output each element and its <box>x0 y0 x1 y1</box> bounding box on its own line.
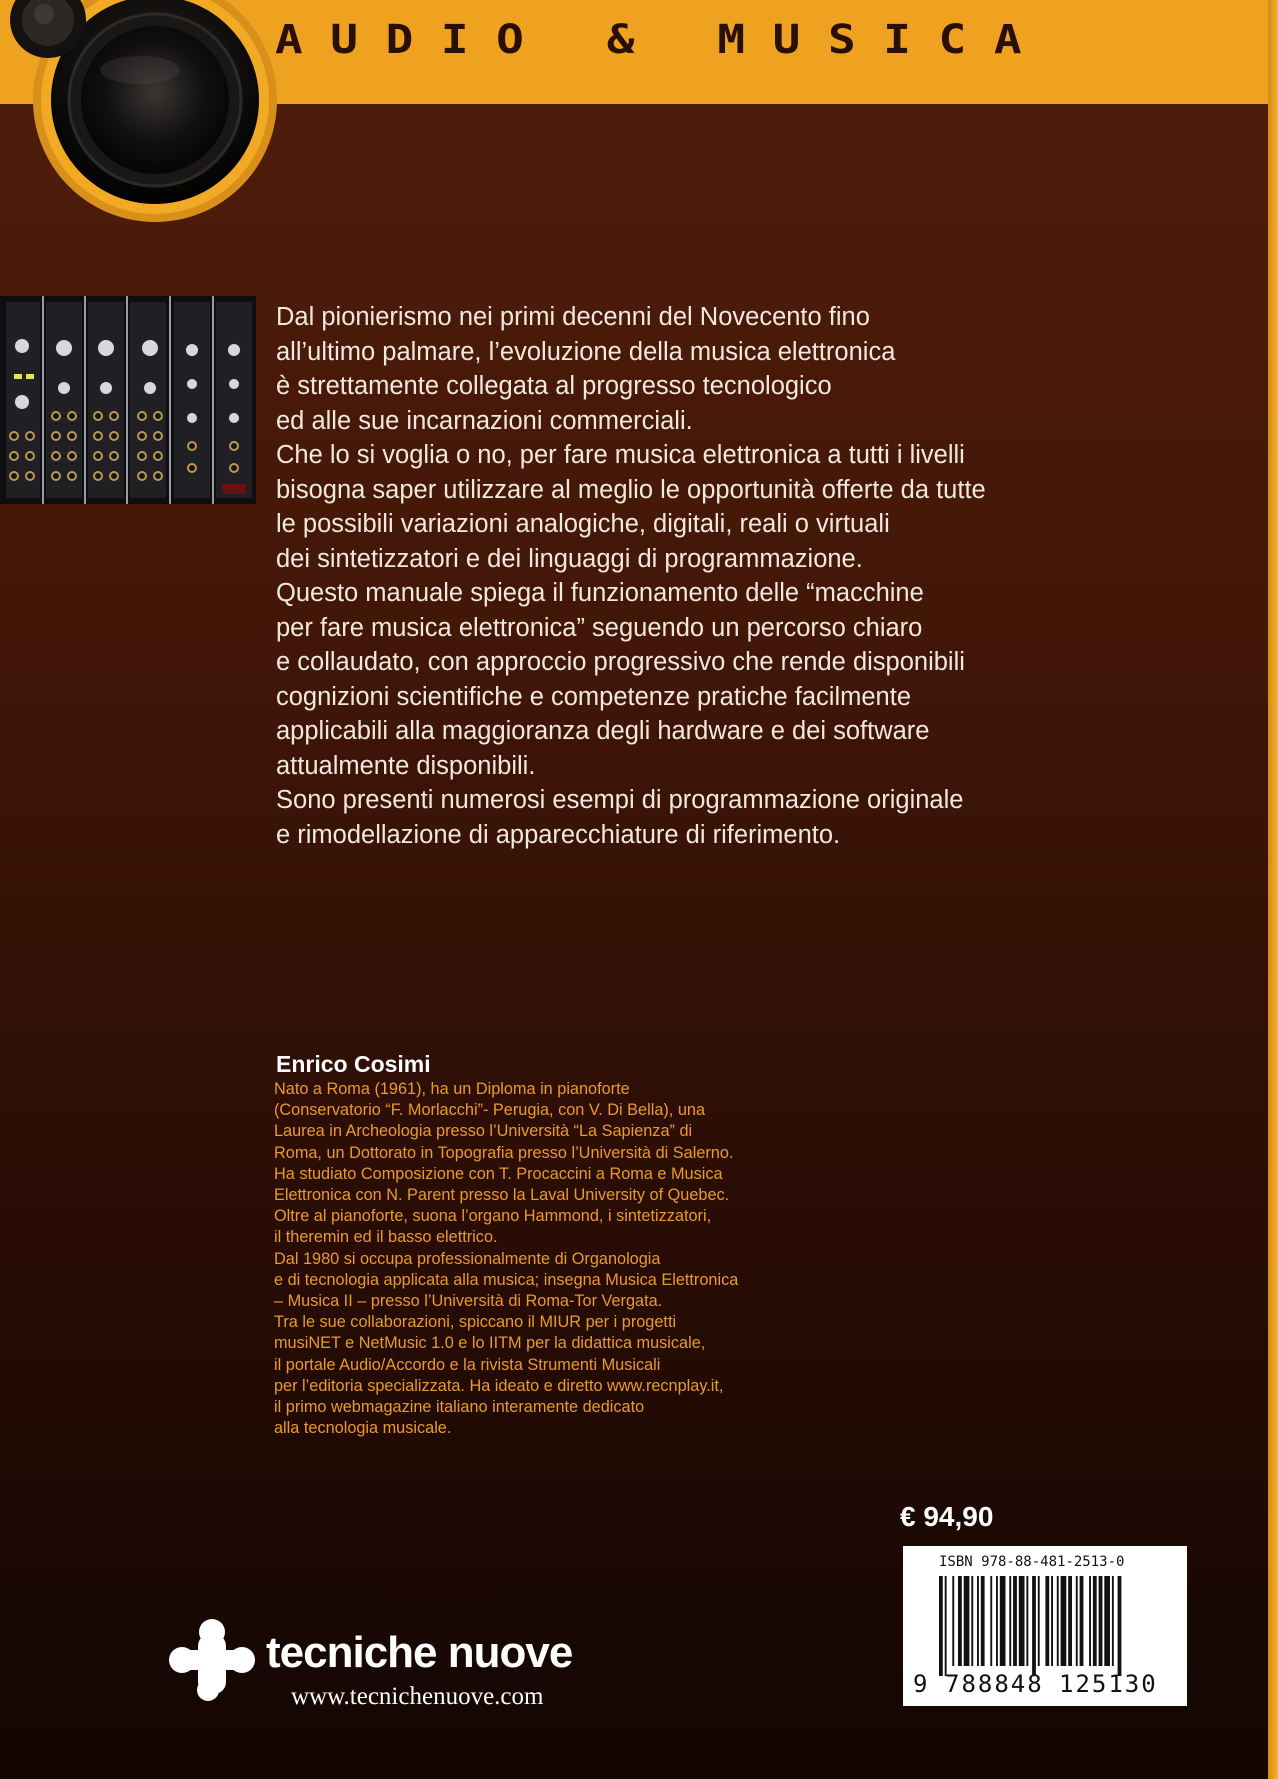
series-title: AUDIO & MUSICA <box>275 17 1050 63</box>
barcode-icon <box>939 1576 1179 1676</box>
description-line: e collaudato, con approccio progressivo che rende disponibili <box>276 648 965 676</box>
bio-line: alla tecnologia musicale. <box>274 1419 452 1438</box>
price-label: € 94,90 <box>900 1501 994 1532</box>
bio-line: Ha studiato Composizione con T. Procaccini a Roma e Musica <box>274 1164 723 1183</box>
barcode-digits <box>903 1668 1187 1702</box>
bio-line: musiNET e NetMusic 1.0 e lo IITM per la didattica musicale, <box>274 1334 706 1353</box>
barcode-bar <box>1093 1576 1097 1666</box>
bio-line: Roma, un Dottorato in Topografia presso l’Università di Salerno. <box>274 1143 734 1162</box>
description-line: Questo manuale spiega il funzionamento delle “macchine <box>276 579 924 607</box>
barcode-bar <box>1118 1576 1122 1676</box>
barcode-bar <box>1104 1576 1110 1666</box>
barcode-bar <box>1026 1576 1028 1666</box>
description-line: cognizioni scientifiche e competenze pratiche facilmente <box>276 682 912 711</box>
barcode-bar <box>971 1576 973 1666</box>
author-name: Enrico Cosimi <box>276 1051 431 1077</box>
description-line: applicabili alla maggioranza degli hardware e dei software <box>276 717 930 745</box>
publisher-logo <box>168 1618 638 1718</box>
description-line: Che lo si voglia o no, per fare musica elettronica a tutti i livelli <box>276 441 965 469</box>
author-bio <box>274 1079 854 1439</box>
bio-line: Elettronica con N. Parent presso la Laval University of Quebec. <box>274 1186 730 1205</box>
barcode-digits-left: 788848 <box>945 1670 1044 1698</box>
description-line: bisogna saper utilizzare al meglio le opportunità offerte da tutte <box>276 475 986 504</box>
barcode-bar <box>1013 1576 1017 1666</box>
barcode-bar <box>1038 1576 1040 1666</box>
barcode-bar <box>964 1576 970 1666</box>
barcode-digits-right: 125130 <box>1059 1670 1158 1698</box>
barcode-bar <box>1019 1576 1025 1666</box>
description-line: ed alle sue incarnazioni commerciali. <box>276 406 693 435</box>
barcode-bar <box>1032 1576 1036 1676</box>
description-line: le possibili variazioni analogiche, digitali, reali o virtuali <box>276 510 890 538</box>
barcode-bar <box>1061 1576 1067 1666</box>
bio-line: Tra le sue collaborazioni, spiccano il MIUR per i progetti <box>274 1313 677 1332</box>
barcode-bar <box>1089 1576 1091 1666</box>
description-line: Sono presenti numerosi esempi di programmazione originale <box>276 786 964 814</box>
isbn-label: ISBN 978-88-481-2513-0 <box>939 1554 1125 1570</box>
description-line: Dal pionierismo nei primi decenni del Novecento fino <box>276 303 870 331</box>
barcode-bar <box>1009 1576 1011 1666</box>
barcode-bar <box>958 1576 962 1666</box>
bio-line: per l’editoria specializzata. Ha ideato e diretto www.recnplay.it, <box>274 1376 724 1395</box>
description-line: attualmente disponibili. <box>276 751 536 780</box>
barcode-bar <box>1000 1576 1006 1666</box>
publisher-name: tecniche nuove <box>266 1628 573 1677</box>
barcode-bar <box>1057 1576 1059 1666</box>
barcode-bar <box>1045 1576 1049 1666</box>
bio-line: Nato a Roma (1961), ha un Diploma in pianoforte <box>274 1080 630 1098</box>
barcode-bar <box>1112 1576 1114 1666</box>
bio-line: il primo webmagazine italiano interamente dedicato <box>274 1398 645 1417</box>
description-line: è strettamente collegata al progresso tecnologico <box>276 372 832 400</box>
barcode-bar <box>1051 1576 1053 1666</box>
bio-line: (Conservatorio “F. Morlacchi”- Perugia, con V. Di Bella), una <box>274 1101 706 1120</box>
bio-line: il portale Audio/Accordo e la rivista Strumenti Musicali <box>274 1355 661 1374</box>
bio-line: il theremin ed il basso elettrico. <box>274 1228 498 1247</box>
barcode-bar <box>952 1576 954 1666</box>
barcode-bar <box>939 1576 943 1676</box>
isbn-barcode <box>903 1546 1187 1706</box>
bio-line: – Musica II – presso l’Università di Roma-Tor Vergata. <box>274 1292 663 1311</box>
book-description <box>276 300 1156 852</box>
publisher-logo-icon <box>168 1618 256 1702</box>
bio-line: e di tecnologia applicata alla musica; insegna Musica Elettronica <box>274 1270 739 1289</box>
bio-line: Laurea in Archeologia presso l’Università “La Sapienza” di <box>274 1122 693 1141</box>
description-line: e rimodellazione di apparecchiature di riferimento. <box>276 820 841 849</box>
description-line: dei sintetizzatori e dei linguaggi di programmazione. <box>276 544 863 573</box>
barcode-bar <box>1099 1576 1103 1666</box>
barcode-bar <box>996 1576 998 1666</box>
publisher-url: www.tecnichenuove.com <box>291 1683 544 1710</box>
barcode-bar <box>990 1576 992 1666</box>
barcode-bar <box>945 1576 947 1676</box>
barcode-bar <box>981 1576 985 1666</box>
bio-line: Dal 1980 si occupa professionalmente di Organologia <box>274 1249 661 1268</box>
speaker-icon <box>0 0 290 230</box>
barcode-bar <box>1080 1576 1084 1666</box>
spine-edge <box>1268 0 1278 1779</box>
description-line: all’ultimo palmare, l’evoluzione della musica elettronica <box>276 337 896 366</box>
bio-line: Oltre al pianoforte, suona l’organo Hammond, i sintetizzatori, <box>274 1207 712 1226</box>
description-line: per fare musica elettronica” seguendo un percorso chiaro <box>276 613 923 642</box>
barcode-bar <box>1076 1576 1078 1666</box>
barcode-bar <box>1068 1576 1072 1666</box>
synthesizer-module-image <box>0 296 256 504</box>
barcode-digit-first: 9 <box>913 1670 928 1698</box>
barcode-bar <box>977 1576 979 1666</box>
